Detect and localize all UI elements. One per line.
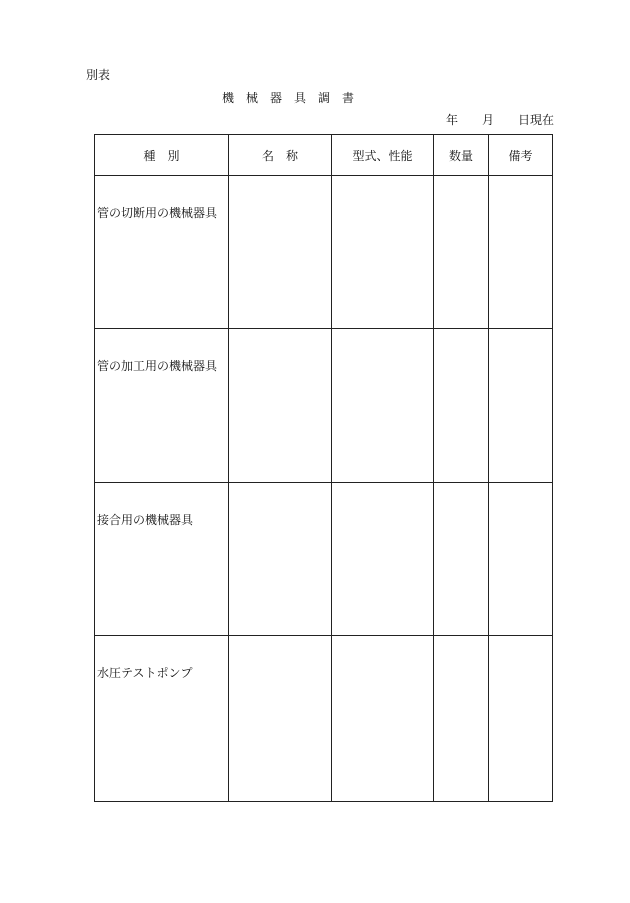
row-kind-label: 管の加工用の機械器具	[97, 359, 218, 373]
header-kind	[95, 135, 229, 176]
cell-remarks-input[interactable]	[489, 329, 553, 483]
header-model-label: 型式、性能	[352, 148, 413, 163]
cell-kind	[95, 329, 229, 483]
cell-quantity-input[interactable]	[434, 483, 489, 636]
table-row	[95, 636, 553, 802]
cell-model-input[interactable]	[332, 636, 434, 802]
header-name	[229, 135, 332, 176]
cell-name-input[interactable]	[229, 636, 332, 802]
cell-quantity-input[interactable]	[434, 329, 489, 483]
header-remarks	[489, 135, 553, 176]
row-kind-label: 接合用の機械器具	[97, 513, 194, 527]
cell-model-input[interactable]	[332, 329, 434, 483]
header-name-label: 名 称	[261, 148, 298, 163]
cell-remarks-input[interactable]	[489, 636, 553, 802]
as-of-date-line: 年 月 日現在	[446, 113, 555, 127]
cell-quantity-input[interactable]	[434, 636, 489, 802]
cell-name-input[interactable]	[229, 483, 332, 636]
cell-kind	[95, 483, 229, 636]
header-kind-label: 種 別	[143, 148, 180, 163]
table-row	[95, 483, 553, 636]
table-row	[95, 176, 553, 329]
cell-model-input[interactable]	[332, 483, 434, 636]
table-header-row	[95, 135, 553, 176]
header-remarks-label: 備考	[508, 148, 533, 163]
row-kind-label: 管の切断用の機械器具	[97, 206, 218, 220]
row-kind-label: 水圧テストポンプ	[97, 666, 193, 680]
cell-remarks-input[interactable]	[489, 483, 553, 636]
cell-model-input[interactable]	[332, 176, 434, 329]
cell-kind	[95, 176, 229, 329]
equipment-table	[94, 134, 553, 802]
document-title: 機 械 器 具 調 書	[222, 91, 355, 105]
cell-name-input[interactable]	[229, 329, 332, 483]
header-quantity	[434, 135, 489, 176]
header-model	[332, 135, 434, 176]
attachment-label: 別表	[86, 68, 111, 82]
cell-remarks-input[interactable]	[489, 176, 553, 329]
cell-quantity-input[interactable]	[434, 176, 489, 329]
table-row	[95, 329, 553, 483]
cell-name-input[interactable]	[229, 176, 332, 329]
header-quantity-label: 数量	[448, 148, 473, 163]
cell-kind	[95, 636, 229, 802]
